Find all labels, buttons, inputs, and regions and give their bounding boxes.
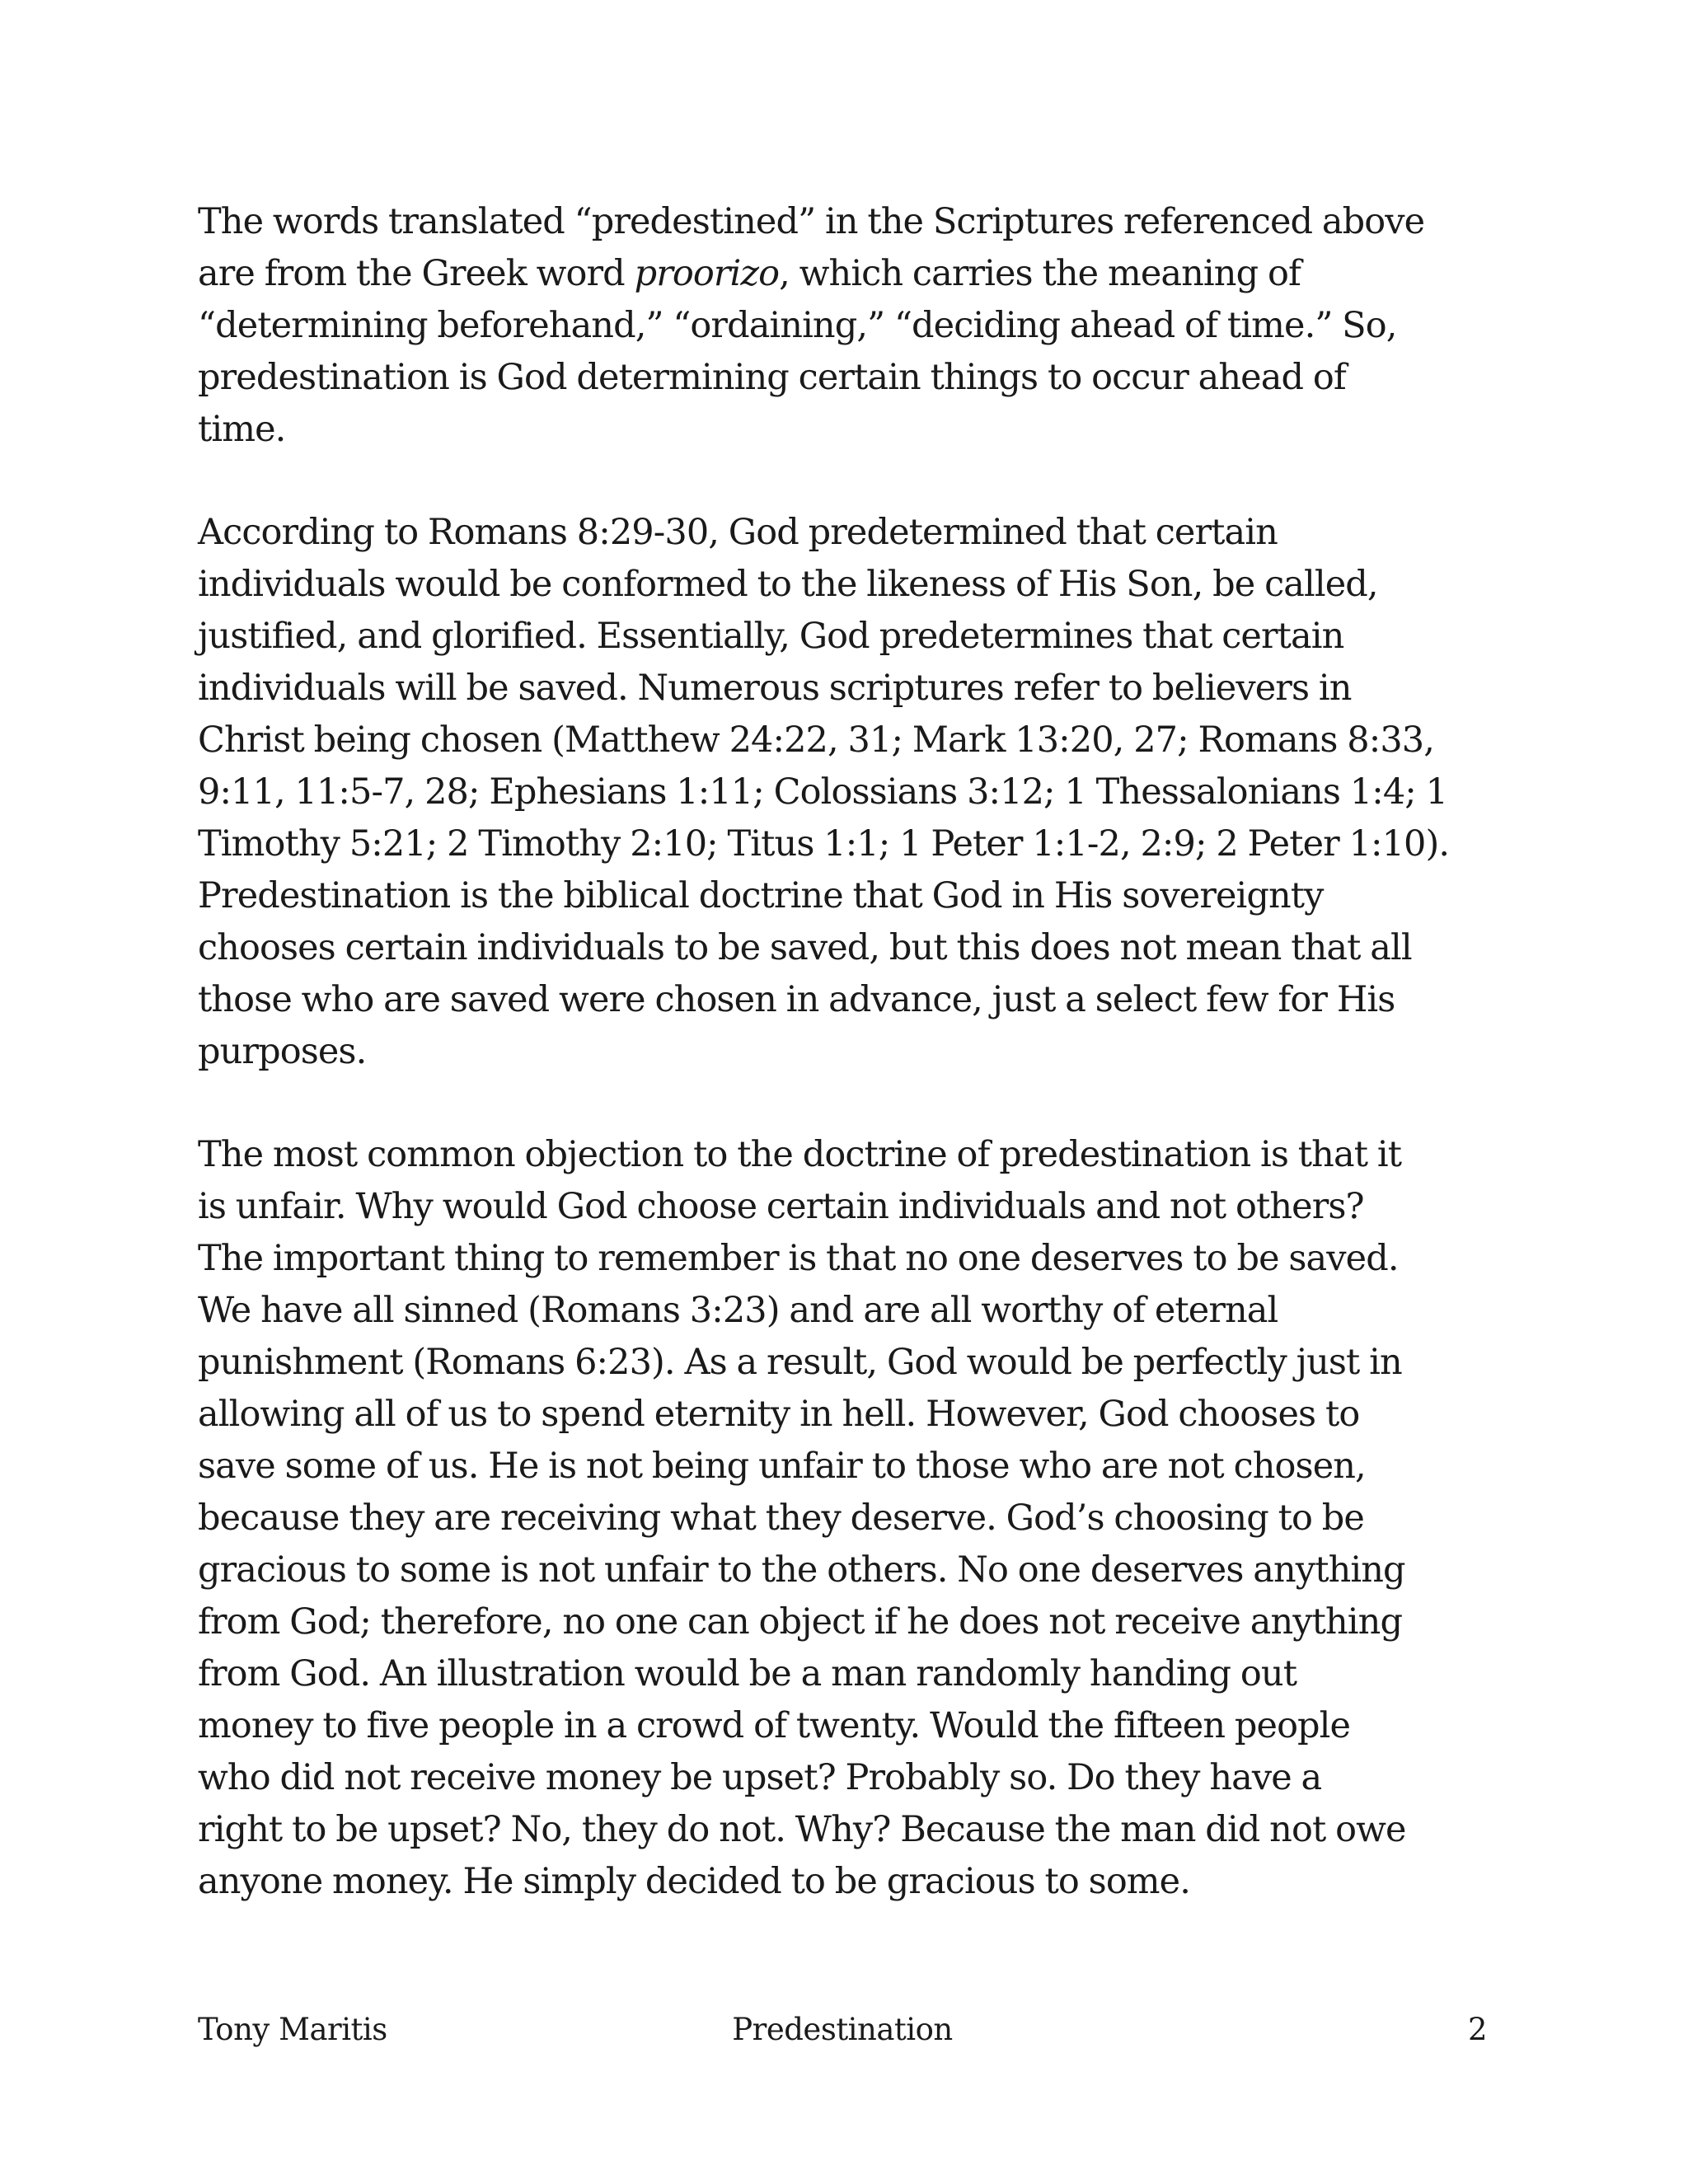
- text-segment: According to Romans 8:29-30, God predetermined that certain: [198, 512, 1278, 553]
- page-footer: [198, 2005, 1487, 2055]
- text-line: [198, 1233, 1508, 1285]
- text-line: [198, 1648, 1508, 1700]
- text-line: [198, 559, 1508, 611]
- text-line: [198, 1752, 1508, 1804]
- text-segment: anyone money. He simply decided to be gracious to some.: [198, 1861, 1190, 1902]
- text-line: [198, 1544, 1508, 1596]
- text-segment: “determining beforehand,” “ordaining,” “deciding ahead of time.” So,: [198, 305, 1397, 346]
- text-line: [198, 1856, 1508, 1908]
- text-line: [198, 1181, 1508, 1233]
- text-segment: from God. An illustration would be a man randomly handing out: [198, 1653, 1297, 1694]
- text-line: [198, 1493, 1508, 1544]
- footer-title: Predestination: [732, 2012, 953, 2047]
- text-segment: Christ being chosen (Matthew 24:22, 31; Mark 13:20, 27; Romans 8:33,: [198, 719, 1435, 761]
- text-line: [198, 663, 1508, 715]
- body-text: [198, 196, 1508, 1959]
- text-line: [198, 352, 1508, 404]
- text-line: [198, 974, 1508, 1026]
- footer-page-number: 2: [1467, 2012, 1487, 2047]
- text-segment: Predestination is the biblical doctrine that God in His sovereignty: [198, 875, 1324, 916]
- text-segment: individuals would be conformed to the likeness of His Son, be called,: [198, 564, 1378, 605]
- text-segment: allowing all of us to spend eternity in hell. However, God chooses to: [198, 1394, 1360, 1435]
- text-segment: We have all sinned (Romans 3:23) and are all worthy of eternal: [198, 1290, 1278, 1331]
- text-segment: gracious to some is not unfair to the others. No one deserves anything: [198, 1549, 1405, 1591]
- text-line: [198, 1129, 1508, 1181]
- text-line: [198, 766, 1508, 818]
- text-line: [198, 507, 1508, 559]
- text-line: [198, 870, 1508, 922]
- text-segment: The important thing to remember is that no one deserves to be saved.: [198, 1238, 1399, 1279]
- text-segment: who did not receive money be upset? Probably so. Do they have a: [198, 1757, 1322, 1798]
- text-line: [198, 1441, 1508, 1493]
- paragraph-3: [198, 1129, 1508, 1908]
- text-line: [198, 1285, 1508, 1337]
- text-line: [198, 1389, 1508, 1441]
- italic-term: proorizo: [634, 253, 780, 294]
- text-segment: those who are saved were chosen in advance, just a select few for His: [198, 979, 1395, 1020]
- text-segment: punishment (Romans 6:23). As a result, God would be perfectly just in: [198, 1342, 1402, 1383]
- text-line: [198, 1804, 1508, 1856]
- text-segment: right to be upset? No, they do not. Why? Because the man did not owe: [198, 1809, 1406, 1850]
- text-line: [198, 715, 1508, 766]
- text-segment: 9:11, 11:5-7, 28; Ephesians 1:11; Colossians 3:12; 1 Thessalonians 1:4; 1: [198, 771, 1448, 813]
- text-segment: individuals will be saved. Numerous scriptures refer to believers in: [198, 668, 1352, 709]
- text-line: [198, 300, 1508, 352]
- text-line: [198, 1596, 1508, 1648]
- text-segment: are from the Greek word: [198, 253, 635, 294]
- text-line: [198, 248, 1508, 300]
- paragraph-2: [198, 507, 1508, 1078]
- text-segment: The most common objection to the doctrine of predestination is that it: [198, 1134, 1402, 1175]
- text-segment: predestination is God determining certain things to occur ahead of: [198, 357, 1346, 398]
- text-segment: is unfair. Why would God choose certain individuals and not others?: [198, 1186, 1364, 1227]
- text-line: [198, 818, 1508, 870]
- paragraph-1: [198, 196, 1508, 456]
- text-segment: because they are receiving what they deserve. God’s choosing to be: [198, 1497, 1364, 1539]
- text-segment: from God; therefore, no one can object if he does not receive anything: [198, 1601, 1403, 1643]
- text-segment: time.: [198, 409, 286, 450]
- text-segment: justified, and glorified. Essentially, God predetermines that certain: [198, 616, 1344, 657]
- text-segment: money to five people in a crowd of twenty. Would the fifteen people: [198, 1705, 1351, 1746]
- text-line: [198, 922, 1508, 974]
- text-line: [198, 1026, 1508, 1078]
- text-line: [198, 1700, 1508, 1752]
- text-line: [198, 611, 1508, 663]
- text-segment: The words translated “predestined” in the Scriptures referenced above: [198, 201, 1425, 242]
- text-line: [198, 404, 1508, 456]
- text-line: [198, 196, 1508, 248]
- text-line: [198, 1337, 1508, 1389]
- text-segment: save some of us. He is not being unfair to those who are not chosen,: [198, 1446, 1366, 1487]
- footer-author: Tony Maritis: [198, 2012, 387, 2047]
- text-segment: purposes.: [198, 1031, 367, 1072]
- text-segment: Timothy 5:21; 2 Timothy 2:10; Titus 1:1; 1 Peter 1:1-2, 2:9; 2 Peter 1:10).: [198, 823, 1450, 865]
- text-segment: chooses certain individuals to be saved, but this does not mean that all: [198, 927, 1412, 968]
- text-segment: , which carries the meaning of: [779, 253, 1301, 294]
